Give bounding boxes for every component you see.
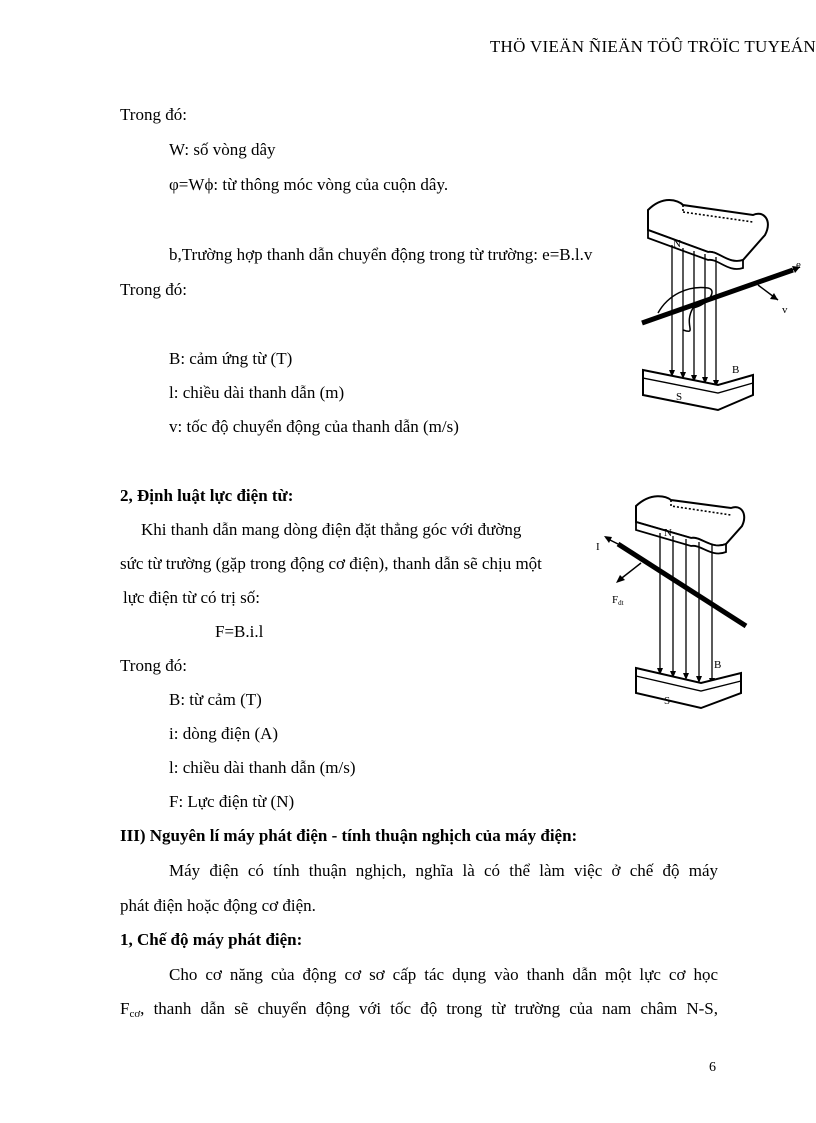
label-i: I: [596, 541, 600, 553]
section-2-heading: 2, Định luật lực điện từ:: [120, 486, 294, 505]
label-n-2: N: [664, 527, 672, 539]
b-tu-cam-def: B: từ cảm (T): [169, 690, 262, 709]
trong-do-label: Trong đó:: [120, 105, 187, 124]
label-e: e: [796, 259, 801, 271]
magnet-south-bottom: [643, 370, 753, 410]
f-co-symbol: F: [120, 999, 130, 1018]
psi-definition: φ=Wϕ: từ thông móc vòng của cuộn dây.: [169, 175, 449, 194]
label-s: S: [676, 391, 683, 403]
generator-mode-heading: 1, Chế độ máy phát điện:: [120, 930, 303, 949]
figure-moving-conductor: [628, 190, 816, 430]
section-3-para2-line2: [120, 999, 718, 1019]
label-b: B: [732, 364, 740, 376]
label-fdt: Fdt: [612, 594, 624, 607]
label-b-2: B: [714, 659, 722, 671]
v-definition: v: tốc độ chuyển động của thanh dẫn (m/s): [169, 417, 459, 436]
section-2-line2: sức từ trường (gặp trong động cơ điện), thanh dẫn sẽ chịu một: [120, 554, 542, 573]
case-b-line: b,Trường hợp thanh dẫn chuyển động trong từ trường: e=B.l.v: [169, 245, 593, 264]
label-v: v: [782, 304, 788, 316]
trong-do-label-2: Trong đó:: [120, 280, 187, 299]
section-2-line1: Khi thanh dẫn mang dòng điện đặt thẳng góc với đường: [141, 520, 522, 539]
w-definition: W: số vòng dây: [169, 140, 276, 159]
section-2-line3: lực điện từ có trị số:: [123, 588, 260, 607]
section-3-para2-line1: Cho cơ năng của động cơ sơ cấp tác dụng vào thanh dẫn một lực cơ học: [169, 965, 718, 984]
f-co-rest: , thanh dẫn sẽ chuyển động với tốc độ trong từ trường của nam châm N-S,: [140, 999, 718, 1018]
l-def-2: l: chiều dài thanh dẫn (m/s): [169, 758, 356, 777]
figure-force-on-conductor: [596, 478, 776, 718]
b-definition: B: cảm ứng từ (T): [169, 349, 293, 368]
section-3-line1: Máy điện có tính thuận nghịch, nghĩa là có thể làm việc ở chế độ máy: [169, 861, 718, 880]
section-3-heading: III) Nguyên lí máy phát điện - tính thuận nghịch của máy điện:: [120, 826, 578, 845]
f-def: F: Lực điện từ (N): [169, 792, 295, 811]
f-co-subscript: cơ: [129, 1008, 141, 1020]
i-def: i: dòng điện (A): [169, 724, 279, 743]
label-n: N: [673, 238, 681, 250]
l-definition: l: chiều dài thanh dẫn (m): [169, 383, 345, 402]
trong-do-label-3: Trong đó:: [120, 656, 187, 675]
page-number: 6: [709, 1060, 716, 1075]
label-s-2: S: [664, 695, 671, 707]
section-3-line2: phát điện hoặc động cơ điện.: [120, 896, 316, 915]
page-header: THÖ VIEÄN ÑIEÄN TÖÛ TRÖÏC TUYEÁN: [489, 37, 816, 56]
formula-f: F=B.i.l: [215, 622, 264, 641]
